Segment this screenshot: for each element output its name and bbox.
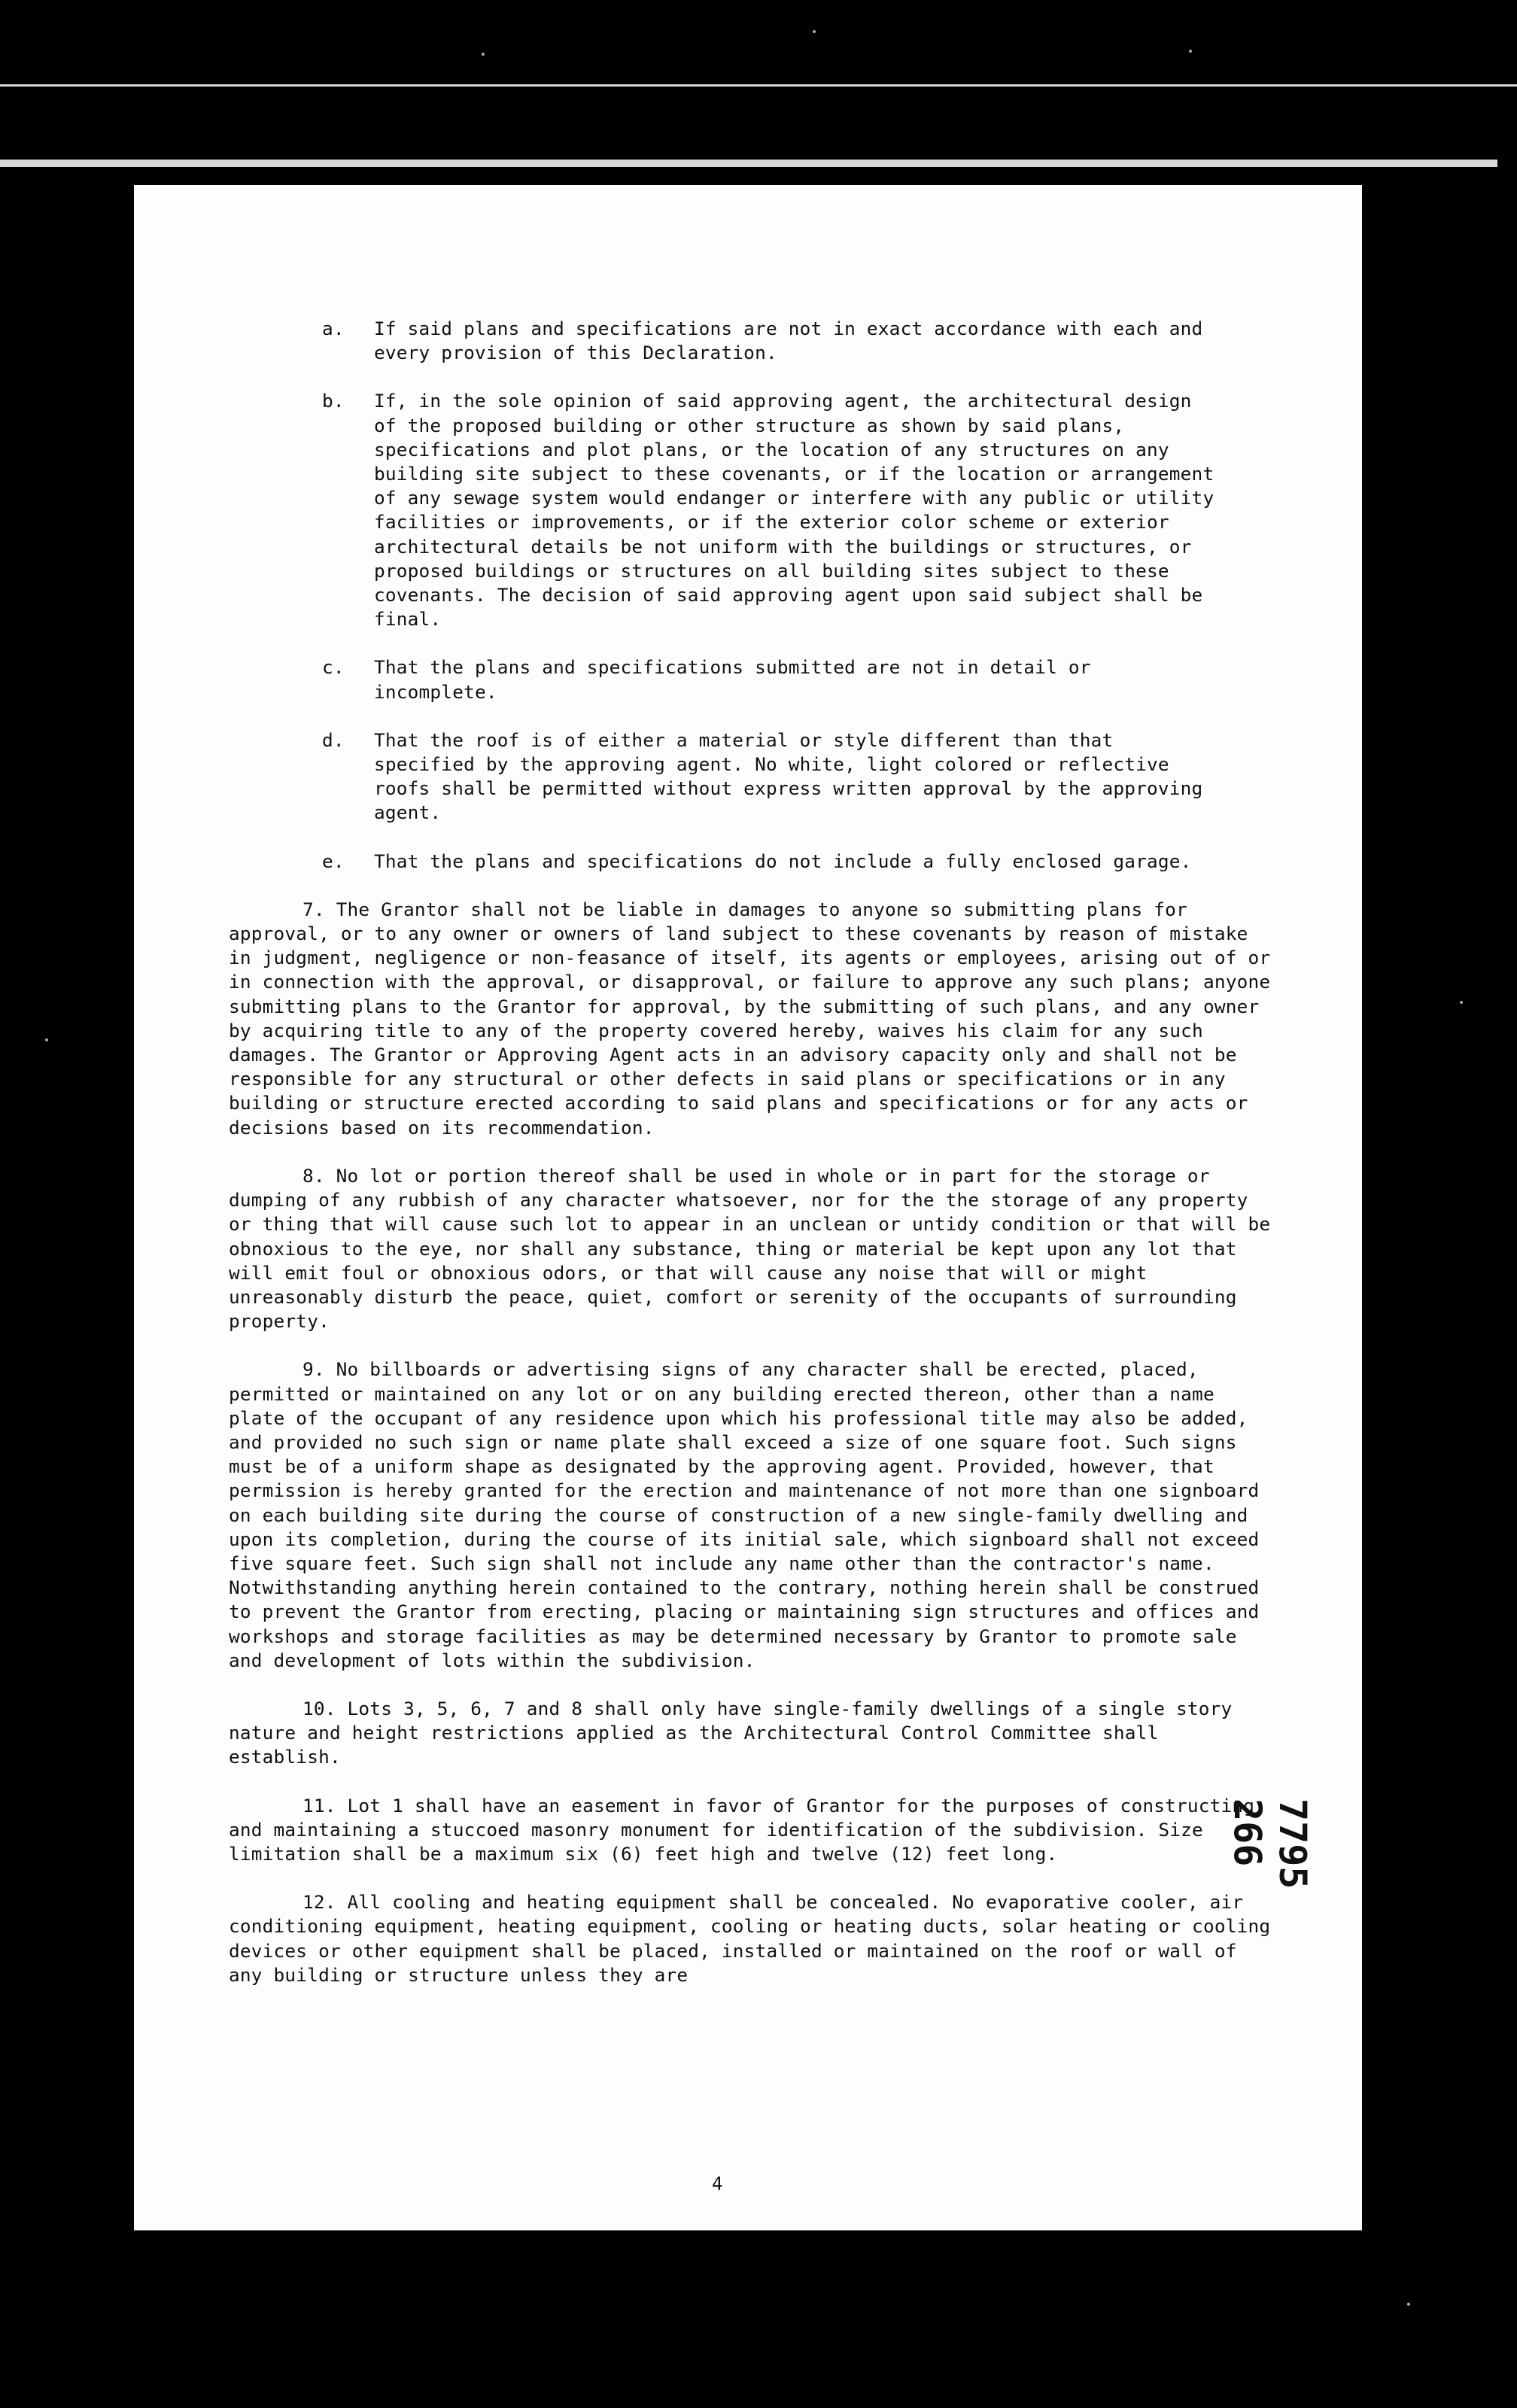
list-label: a.: [322, 318, 345, 339]
list-text: If said plans and specifications are not in exact accordance with each and every provision of this Declaration.: [374, 318, 1203, 364]
list-item-d: [229, 728, 1275, 825]
list-label: d.: [322, 728, 345, 751]
list-text: That the plans and specifications do not include a fully enclosed garage.: [374, 850, 1192, 872]
list-text: That the plans and specifications submitted are not in detail or incomplete.: [374, 656, 1091, 703]
list-item-c: [229, 655, 1275, 704]
document-page: [134, 185, 1362, 2230]
list-item-b: [229, 389, 1275, 631]
paragraph-7: 7. The Grantor shall not be liable in damages to anyone so submitting plans for approval, or to any owner or owners of land subject to these covenants by reason of mistake in judgment, negligence or non-feasance of itself, its agents or employees, arising out of or in connection with the approval, or disapproval, or failure to approve any such plans; anyone submitting plans to the Grantor for approval, by the submitting of such plans, and any owner by acquiring title to any of the property covered hereby, waives his claim for any such damages. The Grantor or Approving Agent acts in an advisory capacity only and shall not be responsible for any structural or other defects in said plans or specifications or in any building or structure erected according to said plans and specifications or for any acts or decisions based on its recommendation.: [229, 898, 1271, 1139]
list-label: c.: [322, 656, 345, 679]
list-text: If, in the sole opinion of said approving agent, the architectural design of the proposed building or other structure as shown by said plans, specifications and plot plans, or the location of any structures on any building site subject to these covenants, or if the location or arrangement of any sewage system would endanger or interfere with any public or utility facilities or improvements, or if the exterior color scheme or exterior architectural details be not uniform with the buildings or structures, or proposed buildings or structures on all building sites subject to these covenants. The decision of said approving agent upon said subject shall be final.: [374, 390, 1215, 631]
scan-speck: [1189, 50, 1192, 53]
scan-line-top: [0, 84, 1517, 87]
list-item-a: [229, 317, 1275, 365]
list-item-e: [229, 850, 1275, 874]
recording-stamp: [1226, 1798, 1315, 2054]
paragraph-12: 12. All cooling and heating equipment shall be concealed. No evaporative cooler, air conditioning equipment, heating equipment, cooling or heating ducts, solar heating or cooling devices or other equipment shall be placed, installed or maintained on the roof or wall of any building or structure unless they are: [229, 1891, 1271, 1986]
paragraph-9: 9. No billboards or advertising signs of any character shall be erected, placed, permitted or maintained on any lot or on any building erected thereon, other than a name plate of the occupant of any residence upon which his professional title may also be added, and provided no such sign or name plate shall exceed a size of one square foot. Such signs must be of a uniform shape as designated by the approving agent. Provided, however, that permission is hereby granted for the erection and maintenance of not more than one signboard on each building site during the course of construction of a new single-family dwelling and upon its completion, during the course of its initial sale, which signboard shall not exceed five square feet. Such sign shall not include any name other than the contractor's name. Notwithstanding anything herein contained to the contrary, nothing herein shall be construed to prevent the Grantor from erecting, placing or maintaining sign structures and offices and workshops and storage facilities as may be determined necessary by Grantor to promote sale and development of lots within the subdivision.: [229, 1358, 1260, 1671]
document-body: [229, 317, 1275, 1987]
stamp-page-number: 266: [1226, 1798, 1269, 1867]
scan-speck: [45, 1038, 48, 1041]
scan-speck: [813, 30, 816, 33]
scan-speck: [482, 53, 485, 56]
scan-speck: [1407, 2303, 1410, 2306]
scan-speck: [1460, 1001, 1463, 1004]
paragraph-11: 11. Lot 1 shall have an easement in favor of Grantor for the purposes of constructing and maintaining a stuccoed masonry monument for identification of the subdivision. Size limitation shall be a maximum six (6) feet high and twelve (12) feet long.: [229, 1794, 1255, 1865]
list-label: e.: [322, 850, 345, 872]
scan-line-header: [0, 160, 1497, 167]
page-number: 4: [712, 2173, 723, 2194]
list-label: b.: [322, 390, 345, 412]
stamp-book-number: 7795: [1271, 1798, 1315, 1890]
list-text: That the roof is of either a material or style different than that specified by the approving agent. No white, light colored or reflective roofs shall be permitted without express written approval by the approving agent.: [374, 728, 1203, 824]
paragraph-10: 10. Lots 3, 5, 6, 7 and 8 shall only have single-family dwellings of a single story nature and height restrictions applied as the Architectural Control Committee shall establish.: [229, 1697, 1233, 1768]
paragraph-8: 8. No lot or portion thereof shall be used in whole or in part for the storage or dumping of any rubbish of any character whatsoever, nor for the the storage of any property or thing that will cause such lot to appear in an unclean or untidy condition or that will be obnoxious to the eye, nor shall any substance, thing or material be kept upon any lot that will emit foul or obnoxious odors, or that will cause any noise that will or might unreasonably disturb the peace, quiet, comfort or serenity of the occupants of surrounding property.: [229, 1164, 1271, 1333]
